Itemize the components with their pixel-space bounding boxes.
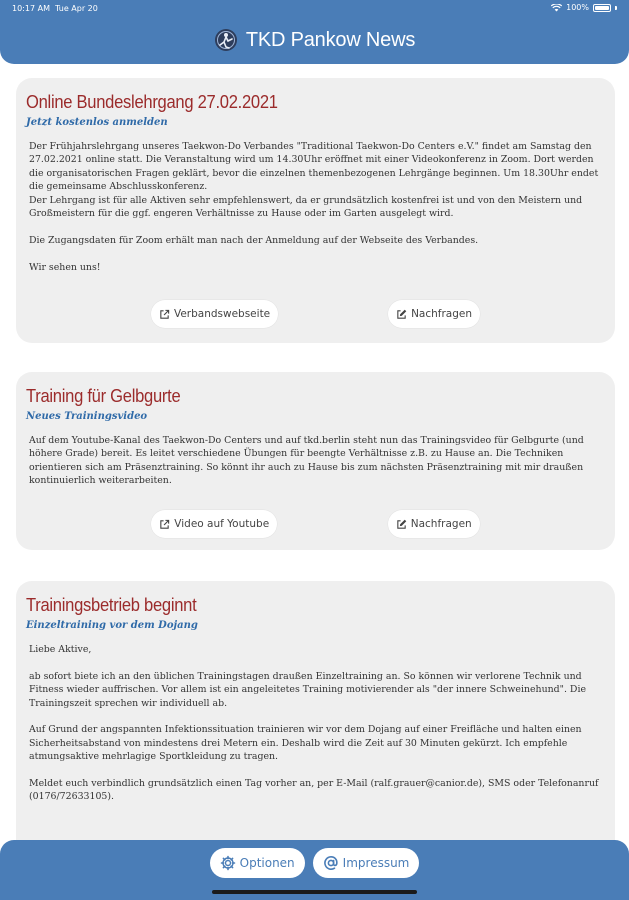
button-label: Video auf Youtube: [174, 518, 270, 530]
news-actions: [16, 510, 615, 538]
nachfragen-button[interactable]: [388, 300, 480, 328]
tkd-logo-icon: [214, 28, 238, 52]
news-card: [16, 372, 615, 550]
news-subtitle: Jetzt kostenlos anmelden: [26, 117, 168, 128]
battery-percent: 100%: [566, 3, 589, 12]
options-label: Optionen: [239, 856, 295, 870]
button-label: Nachfragen: [410, 518, 472, 530]
external-link-icon: [159, 309, 170, 320]
nachfragen-button[interactable]: [388, 510, 480, 538]
news-body: [29, 434, 599, 488]
edit-icon: [396, 519, 407, 530]
news-card: [16, 78, 615, 343]
news-paragraph: Auf dem Youtube-Kanal des Taekwon-Do Centers und auf tkd.berlin steht nun das Trainingsvideo für Gelbgurte (und höhere Grade) bereit. Es leitet verschiedene Übungen für beengte Verhältnisse z.B. zu Hause an. Die Techniken orientieren sich am Präsenztraining. So könnt ihr auch zu Hause bis zum nächsten Präsenztraining mit mir draußen kontinuierlich weiterarbeiten.: [29, 435, 584, 487]
news-body: [29, 643, 599, 804]
status-time: 10:17 AM Tue Apr 20: [12, 4, 98, 13]
bottom-bar: [0, 840, 629, 900]
impressum-label: Impressum: [342, 856, 410, 870]
footer-buttons: [0, 848, 629, 878]
impressum-button[interactable]: [313, 848, 420, 878]
news-paragraph: Wir sehen uns!: [29, 261, 101, 273]
status-bar: [0, 0, 629, 18]
battery-nub: [615, 6, 617, 10]
news-paragraph: ab sofort biete ich an den üblichen Trainingstagen draußen Einzeltraining an. So können wir verlorene Technik und Fitness wieder auffrischen. Vor allem ist ein angeleitetes Training motivierender als "der innere Schweinehund". Die Trainingszeit sprechen wir individuell ab.: [29, 670, 586, 709]
external-link-icon: [159, 519, 170, 530]
news-paragraph: Liebe Aktive,: [29, 644, 92, 655]
news-actions: [16, 300, 615, 328]
news-title: Training für Gelbgurte: [26, 386, 181, 406]
app-title: TKD Pankow News: [245, 28, 416, 51]
status-right: [551, 3, 617, 12]
at-sign-icon: [323, 855, 339, 871]
news-card: [16, 581, 615, 840]
button-label: Nachfragen: [411, 308, 473, 320]
news-paragraph: Die Zugangsdaten für Zoom erhält man nach der Anmeldung auf der Webseite des Verbandes.: [29, 234, 479, 246]
news-paragraph: Meldet euch verbindlich grundsätzlich einen Tag vorher an, per E-Mail (ralf.grauer@canior.de), SMS oder Telefonanruf (0176/72633105).: [29, 778, 599, 803]
options-button[interactable]: [210, 848, 305, 878]
verbandswebseite-button[interactable]: [151, 300, 278, 328]
news-paragraph: Der Frühjahrslehrgang unseres Taekwon-Do Verbandes "Traditional Taekwon-Do Centers e.V." findet am Samstag den 27.02.2021 online statt. Die Veranstaltung wird um 14.30Uhr eröffnet mit einer Videokonferenz in Zoom. Dort werden die organisatorischen Fragen geklärt, bevor die einzelnen themenbezogenen Lehrgänge beginnen. Um 18.30Uhr endet die gemeinsame Abschlusskonferenz. Der Lehrgang ist für alle Aktiven sehr empfehlenswert, da er grundsätzlich kostenfrei ist und von den Meistern und Großmeistern für die ggf. engeren Verhältnisse zu Hause oder im Garten ausgelegt wird.: [29, 141, 599, 220]
news-subtitle: Neues Trainingsvideo: [26, 411, 148, 422]
button-label: Verbandswebseite: [173, 308, 271, 320]
app-header: [0, 0, 629, 64]
news-title: Online Bundeslehrgang 27.02.2021: [26, 92, 278, 112]
news-paragraph: Auf Grund der angspannten Infektionssituation trainieren wir vor dem Dojang auf einer Freifläche und halten einen Sicherheitsabstand von mindestens drei Metern ein. Deshalb wird die Zeit auf 30 Minuten gekürzt. Ich empfehle atmungsaktive mehrlagige Sportkleidung zu tragen.: [29, 724, 582, 763]
gear-icon: [220, 855, 236, 871]
header-title-row: [0, 28, 629, 52]
battery-icon: [593, 4, 611, 12]
home-indicator: [212, 890, 417, 894]
wifi-icon: [551, 4, 562, 12]
news-title: Trainingsbetrieb beginnt: [26, 595, 197, 615]
youtube-video-button[interactable]: [151, 510, 277, 538]
news-subtitle: Einzeltraining vor dem Dojang: [26, 620, 198, 631]
news-feed[interactable]: [0, 64, 629, 840]
news-body: [29, 140, 599, 274]
edit-icon: [396, 309, 407, 320]
